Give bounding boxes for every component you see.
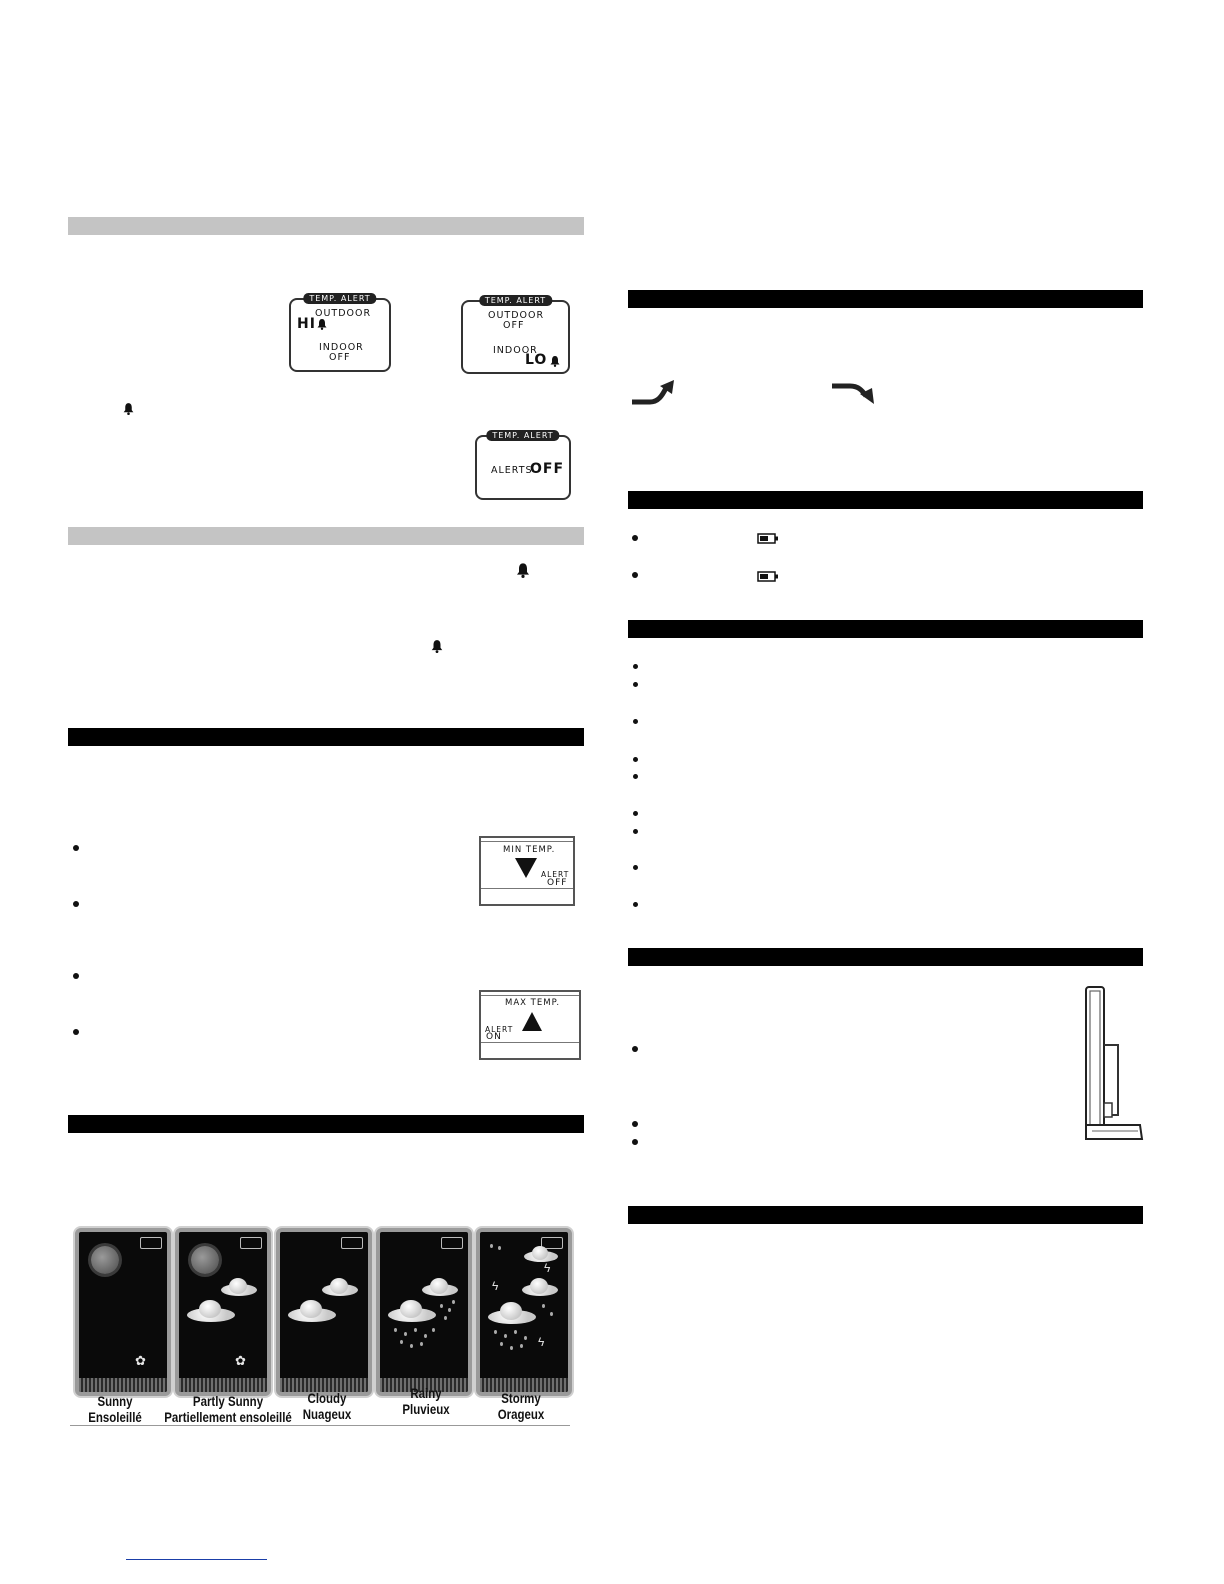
forecast-panel-cloudy bbox=[276, 1228, 372, 1396]
list-bullet bbox=[632, 535, 638, 541]
bell-icon bbox=[122, 402, 135, 415]
list-bullet bbox=[633, 865, 638, 870]
cloud-icon bbox=[524, 1246, 558, 1262]
lcd-outdoor-label: OUTDOOR bbox=[488, 310, 545, 321]
bell-icon bbox=[515, 562, 531, 578]
lightning-icon: ϟ bbox=[492, 1279, 499, 1293]
section-header-bar-care bbox=[628, 620, 1143, 638]
lcd-min-temp bbox=[479, 836, 575, 906]
forecast-label-fr: Partiellement ensoleillé bbox=[164, 1409, 292, 1425]
footer-link-underline[interactable] bbox=[126, 1559, 267, 1560]
up-triangle-icon bbox=[522, 1012, 542, 1031]
sun-icon bbox=[191, 1246, 219, 1274]
list-bullet bbox=[73, 901, 79, 907]
down-triangle-icon bbox=[515, 858, 537, 878]
bell-icon bbox=[430, 639, 444, 653]
forecast-panel-sunny bbox=[75, 1228, 171, 1396]
section-header-bar-placement bbox=[628, 948, 1143, 966]
lcd-alerts-value: OFF bbox=[530, 461, 565, 477]
lcd-alert-state: OFF bbox=[547, 878, 568, 888]
lcd-alert-state: ON bbox=[486, 1032, 502, 1042]
lcd-max-temp bbox=[479, 990, 581, 1060]
forecast-label-fr: Ensoleillé bbox=[88, 1409, 142, 1425]
forecast-label-en: Sunny bbox=[97, 1393, 133, 1409]
list-bullet bbox=[632, 572, 638, 578]
lcd-tag: TEMP. ALERT bbox=[479, 295, 552, 306]
flower-icon: ✿ bbox=[235, 1353, 246, 1368]
lightning-icon: ϟ bbox=[538, 1335, 545, 1349]
forecast-label-en: Stormy bbox=[501, 1390, 541, 1406]
lcd-outdoor-label: OUTDOOR bbox=[315, 308, 372, 319]
sun-icon bbox=[91, 1246, 119, 1274]
list-bullet bbox=[73, 845, 79, 851]
forecast-panel-rainy bbox=[376, 1228, 472, 1396]
lcd-alert-label: ALERT bbox=[541, 870, 570, 879]
trend-indicator-icon bbox=[441, 1237, 463, 1249]
bell-icon bbox=[316, 318, 328, 330]
forecast-panel-partly-sunny bbox=[175, 1228, 271, 1396]
lightning-icon: ϟ bbox=[544, 1261, 551, 1275]
bell-icon bbox=[549, 355, 561, 367]
list-bullet bbox=[632, 1139, 638, 1145]
lcd-indoor-label: INDOOR bbox=[493, 345, 538, 356]
lcd-outdoor-off: OFF bbox=[503, 320, 525, 331]
section-header-bar-forecast bbox=[68, 1115, 584, 1133]
lcd-max-temp-title: MAX TEMP. bbox=[505, 998, 561, 1008]
list-bullet bbox=[633, 829, 638, 834]
battery-low-icon bbox=[757, 533, 779, 544]
lcd-alerts-label: ALERTS bbox=[491, 465, 533, 476]
trend-up-arrow-icon bbox=[630, 378, 678, 406]
lcd-hi-label: HI bbox=[297, 316, 316, 332]
section-header-bar-battery bbox=[628, 491, 1143, 509]
list-bullet bbox=[633, 757, 638, 762]
list-bullet bbox=[633, 719, 638, 724]
trend-indicator-icon bbox=[140, 1237, 162, 1249]
list-bullet bbox=[633, 811, 638, 816]
lcd-outdoor-hi-alert bbox=[289, 294, 391, 372]
lcd-indoor-lo-alert bbox=[461, 296, 570, 374]
list-bullet bbox=[633, 664, 638, 669]
lcd-alert-label: ALERT bbox=[485, 1025, 514, 1034]
forecast-label-en: Cloudy bbox=[307, 1390, 347, 1406]
list-bullet bbox=[633, 682, 638, 687]
forecast-label-fr: Orageux bbox=[497, 1406, 545, 1422]
section-header-bar-minmax bbox=[68, 728, 584, 746]
forecast-label-en: Partly Sunny bbox=[192, 1393, 264, 1409]
cloud-icon bbox=[221, 1278, 257, 1296]
section-header-bar-alert-sound bbox=[68, 527, 584, 545]
list-bullet bbox=[632, 1046, 638, 1052]
cloud-icon bbox=[422, 1278, 458, 1296]
lcd-lo-label: LO bbox=[525, 352, 548, 368]
list-bullet bbox=[633, 774, 638, 779]
trend-indicator-icon bbox=[240, 1237, 262, 1249]
forecast-label-fr: Pluvieux bbox=[402, 1401, 450, 1417]
lcd-alerts-off bbox=[475, 431, 571, 500]
forecast-panel-stormy bbox=[476, 1228, 572, 1396]
lcd-indoor-off: OFF bbox=[329, 352, 351, 363]
battery-low-icon bbox=[757, 571, 779, 582]
trend-indicator-icon bbox=[341, 1237, 363, 1249]
cloud-icon bbox=[322, 1278, 358, 1296]
cloud-icon bbox=[488, 1302, 536, 1324]
cloud-icon bbox=[388, 1300, 436, 1322]
list-bullet bbox=[633, 902, 638, 907]
lcd-indoor-label: INDOOR bbox=[319, 342, 364, 353]
lcd-tag: TEMP. ALERT bbox=[303, 293, 376, 304]
list-bullet bbox=[632, 1121, 638, 1127]
section-header-bar-trend bbox=[628, 290, 1143, 308]
flower-icon: ✿ bbox=[135, 1353, 146, 1368]
section-header-bar-temp-alert bbox=[68, 217, 584, 235]
cloud-icon bbox=[522, 1278, 558, 1296]
forecast-label-en: Rainy bbox=[410, 1385, 442, 1401]
trend-down-arrow-icon bbox=[830, 378, 878, 406]
lcd-min-temp-title: MIN TEMP. bbox=[503, 845, 556, 855]
cloud-icon bbox=[187, 1300, 235, 1322]
section-header-bar-specs bbox=[628, 1206, 1143, 1224]
lcd-tag: TEMP. ALERT bbox=[486, 430, 559, 441]
list-bullet bbox=[73, 973, 79, 979]
station-side-view-image bbox=[1082, 985, 1146, 1143]
forecast-divider bbox=[70, 1425, 570, 1426]
list-bullet bbox=[73, 1029, 79, 1035]
cloud-icon bbox=[288, 1300, 336, 1322]
forecast-label-fr: Nuageux bbox=[302, 1406, 352, 1422]
